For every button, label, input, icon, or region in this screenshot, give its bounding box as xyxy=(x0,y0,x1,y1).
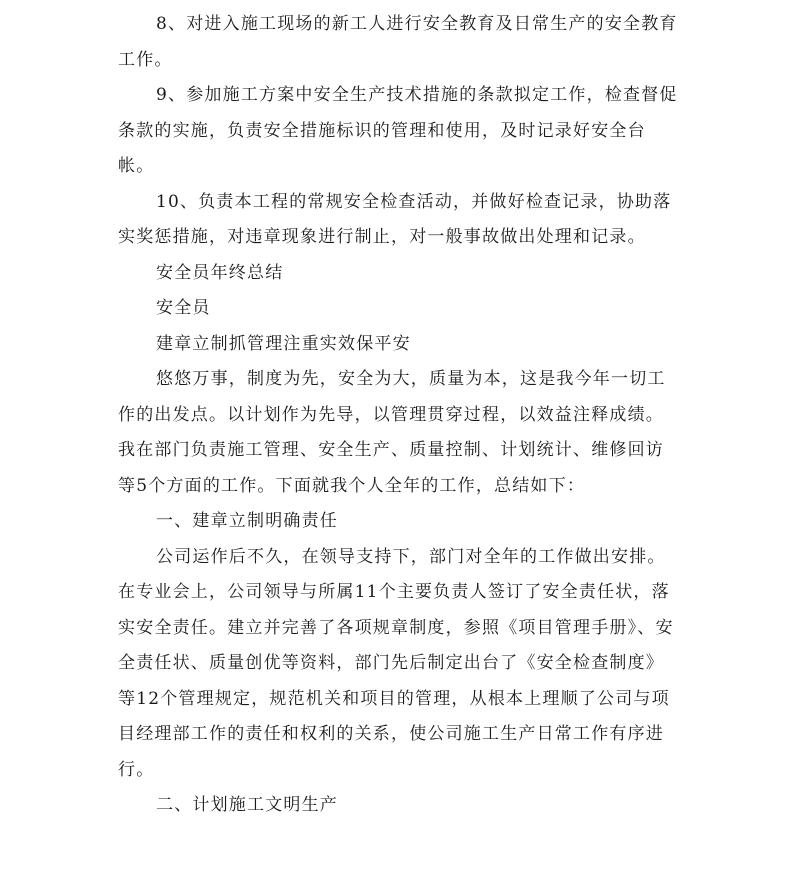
heading-one: 一、建章立制明确责任 xyxy=(156,511,338,531)
intro-paragraph: 悠悠万事，制度为先，安全为大，质量为本，这是我今年一切工作的出发点。以计划作为先导，以管理贯穿过程，以效益注释成绩。我在部门负责施工管理、安全生产、质量控制、计划统计、维修回访等5个方面的工作。下面就我个人全年的工作，总结如下： xyxy=(118,369,666,496)
document-body xyxy=(118,7,678,824)
paragraph-item-9: 9、参加施工方案中安全生产技术措施的条款拟定工作，检查督促条款的实施，负责安全措施标识的管理和使用，及时记录好安全台帐。 xyxy=(118,85,678,176)
author-role: 安全员 xyxy=(156,298,211,318)
paragraph-item-8: 8、对进入施工现场的新工人进行安全教育及日常生产的安全教育工作。 xyxy=(118,14,678,70)
paragraph-item-10: 10、负责本工程的常规安全检查活动，并做好检查记录，协助落实奖惩措施，对违章现象进行制止，对一般事故做出处理和记录。 xyxy=(118,191,672,247)
body-paragraph: 公司运作后不久，在领导支持下，部门对全年的工作做出安排。在专业会上，公司领导与所属11个主要负责人签订了安全责任状，落实安全责任。建立并完善了各项规章制度，参照《项目管理手册》、安全责任状、质量创优等资料，部门先后制定出台了《安全检查制度》等12个管理规定，规范机关和项目的管理，从根本上理顺了公司与项目经理部工作的责任和权利的关系，使公司施工生产日常工作有序进行。 xyxy=(118,546,674,780)
section-title: 安全员年终总结 xyxy=(156,262,284,283)
heading-two: 二、计划施工文明生产 xyxy=(156,795,338,815)
document-subtitle: 建章立制抓管理注重实效保平安 xyxy=(156,333,411,354)
